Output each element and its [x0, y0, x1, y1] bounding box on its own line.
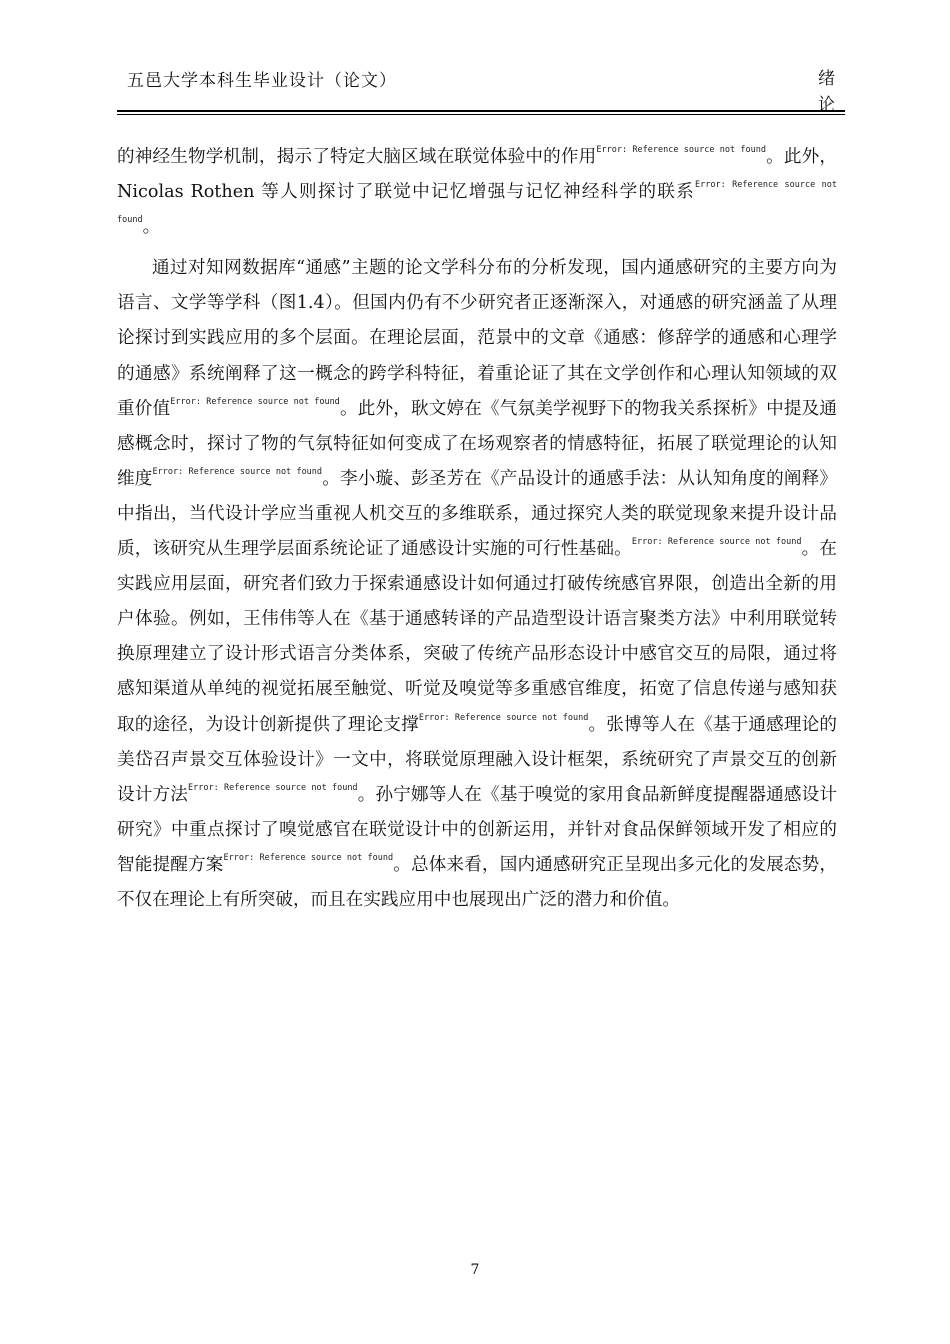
text-run: 。此外，Nicolas Rothen 等人则探讨了联觉中记忆增强与记忆神经科学的联系	[117, 147, 837, 203]
text-run: 。总体来看，国内通感研究正呈现出多元化的发展态势，不仅在理论上有所突破，而且在实践应用中也展现出广泛的潜力和价值。	[117, 854, 837, 910]
header-rule-thin	[117, 114, 845, 115]
text-run: 。李小璇、彭圣芳在《产品设计的通感手法：从认知角度的阐释》中指出，当代设计学应当重视人机交互的多维联系，通过探究人类的联觉现象来提升设计品质，该研究从生理学层面系统论证了通感设计实施的可行性基础。	[117, 468, 837, 560]
reference-error: Error: Reference source not found	[596, 145, 766, 155]
running-header-title: 五邑大学本科生毕业设计（论文）	[127, 71, 397, 91]
reference-error: Error: Reference source not found	[170, 396, 340, 407]
reference-error: Error: Reference source not found	[117, 180, 837, 226]
text-run: 。此外，耿文婷在《气氛美学视野下的物我关系探析》中提及通感概念时，探讨了物的气氛特征如何变成了在场观察者的情感特征，拓展了联觉理论的认知维度	[117, 398, 837, 489]
reference-error: Error: Reference source not found	[152, 466, 323, 477]
page-number: 7	[470, 1262, 480, 1278]
text-run: 的神经生物学机制，揭示了特定大脑区域在联觉体验中的作用	[117, 147, 597, 167]
reference-error: Error: Reference source not found	[188, 782, 358, 793]
paragraph-domestic-research	[117, 251, 837, 918]
text-run: 。在实践应用层面，研究者们致力于探索通感设计如何通过打破传统感官界限，创造出全新的用户体验。例如，王伟伟等人在《基于通感转译的产品造型设计语言聚类方法》中利用联觉转换原理建立了设计形式语言分类体系，突破了传统产品形态设计中感官交互的局限，通过将感知渠道从单纯的视觉拓展至触觉、听觉及嗅觉等多重感官维度，拓宽了信息传递与感知获取的途径，为设计创新提供了理论支撑	[117, 539, 837, 735]
reference-error: Error: Reference source not found	[631, 537, 802, 548]
body-text	[117, 140, 837, 918]
running-header-chapter: 绪论	[818, 69, 835, 115]
paragraph-continued	[117, 140, 837, 245]
text-run: 。张博等人在《基于通感理论的美岱召声景交互体验设计》一文中，将联觉原理融入设计框架，系统研究了声景交互的创新设计方法	[117, 714, 837, 805]
reference-error: Error: Reference source not found	[418, 712, 589, 723]
text-run: 。	[142, 217, 161, 238]
text-run: 通过对知网数据库“通感”主题的论文学科分布的分析发现，国内通感研究的主要方向为语言、文学等学科（图1.4）。但国内仍有不少研究者正逐渐深入，对通感的研究涵盖了从理论探讨到实践应用的多个层面。在理论层面，范景中的文章《通感：修辞学的通感和心理学的通感》系统阐释了这一概念的跨学科特征，着重论证了其在文学创作和心理认知领域的双重价值	[117, 258, 837, 419]
text-run: 。孙宁娜等人在《基于嗅觉的家用食品新鲜度提醒器通感设计研究》中重点探讨了嗅觉感官在联觉设计中的创新运用，并针对食品保鲜领域开发了相应的智能提醒方案	[117, 784, 837, 875]
header-rule-thick	[117, 110, 845, 112]
reference-error: Error: Reference source not found	[223, 852, 394, 863]
